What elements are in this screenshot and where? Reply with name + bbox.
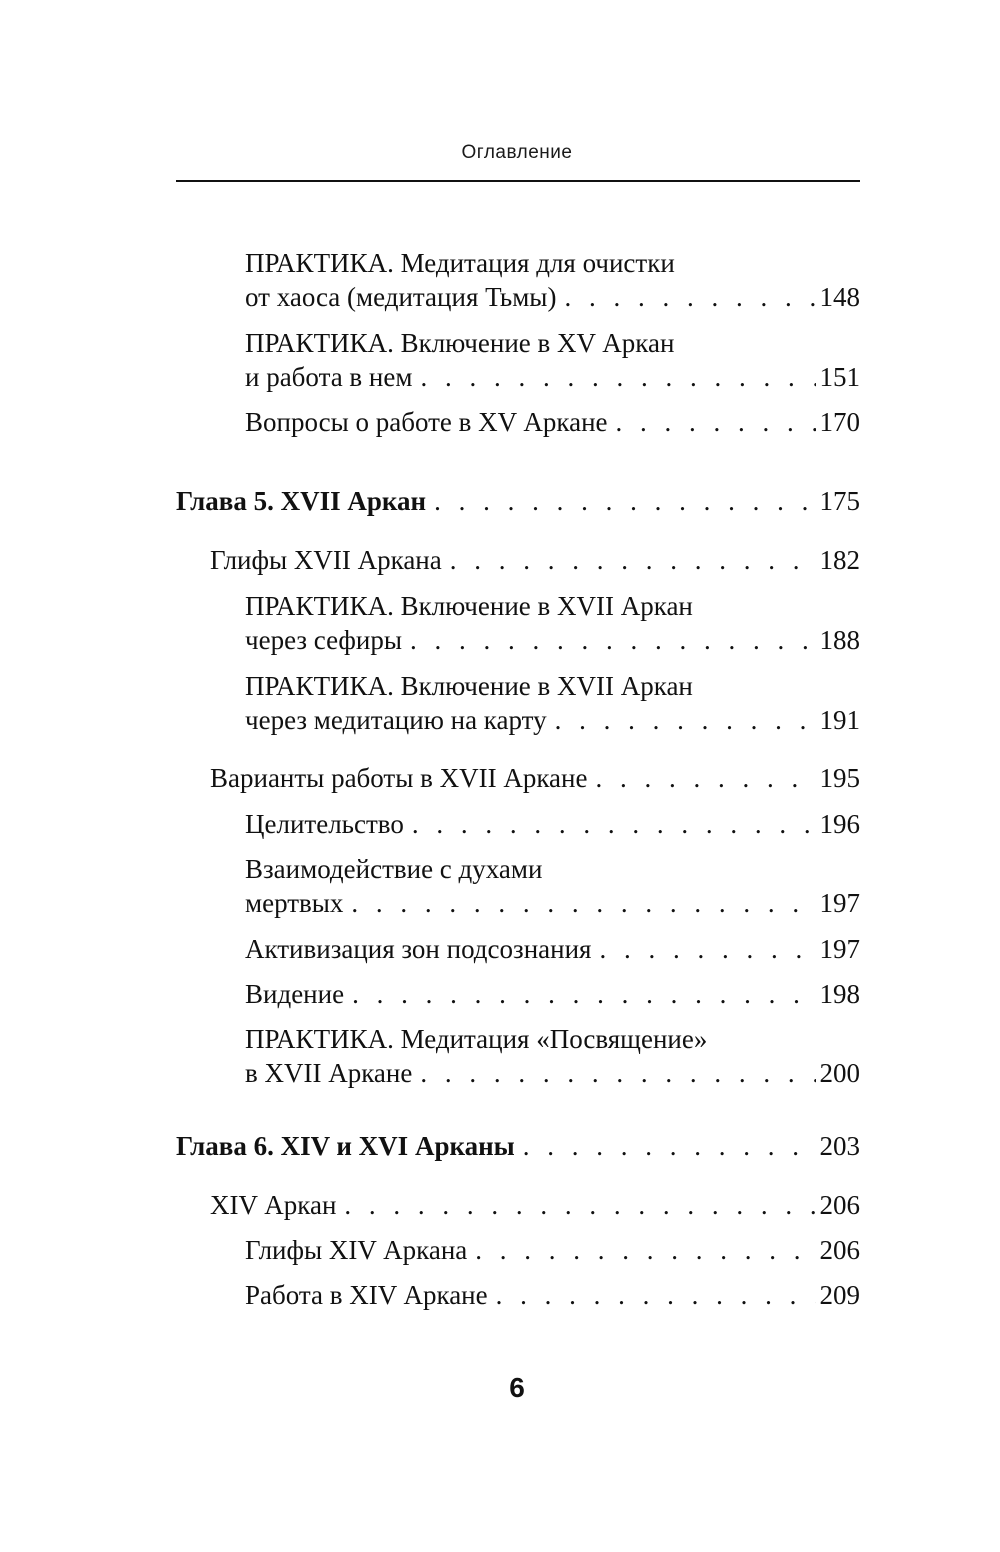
page-ref: 182	[819, 545, 860, 575]
page-ref: 188	[819, 625, 860, 655]
entry-title-line1: ПРАКТИКА. Включение в XV Аркан	[245, 328, 675, 358]
page-ref: 198	[819, 979, 860, 1009]
page-ref: 196	[819, 809, 860, 839]
page-ref: 203	[819, 1131, 860, 1161]
page-ref: 197	[819, 888, 860, 918]
dot-leader	[475, 1233, 815, 1267]
header-rule	[176, 180, 860, 182]
page-ref: 197	[819, 934, 860, 964]
page-ref: 206	[819, 1190, 860, 1220]
toc-entry-subconscious[interactable]	[245, 932, 860, 966]
entry-title-line1: ПРАКТИКА. Медитация «Посвящение»	[245, 1024, 708, 1054]
dot-leader	[450, 543, 816, 577]
toc-entry-work-variants-xvii[interactable]	[210, 761, 860, 795]
toc-entry-initiation[interactable]	[245, 1022, 860, 1090]
toc-entry-work-xiv[interactable]	[245, 1278, 860, 1312]
page-ref: 209	[819, 1280, 860, 1310]
toc-entry-enter-xvii-card[interactable]	[245, 669, 860, 737]
page-ref: 191	[819, 705, 860, 735]
dot-leader	[351, 886, 815, 920]
chapter-title: Глава 6. XIV и XVI Арканы	[176, 1131, 515, 1161]
dot-leader	[616, 405, 816, 439]
toc-chapter-6[interactable]	[176, 1129, 860, 1163]
page-ref: 170	[819, 407, 860, 437]
toc-entry-glyphs-xvii[interactable]	[210, 543, 860, 577]
toc-entry-meditation-chaos[interactable]	[245, 246, 860, 314]
entry-title: Активизация зон подсознания	[245, 934, 592, 964]
entry-title-line1: ПРАКТИКА. Медитация для очистки	[245, 248, 675, 278]
page-ref: 151	[819, 362, 860, 392]
dot-leader	[352, 977, 815, 1011]
entry-title-line2: в XVII Аркане	[245, 1058, 413, 1088]
entry-title: Целительство	[245, 809, 404, 839]
dot-leader	[555, 703, 816, 737]
page-ref: 148	[819, 282, 860, 312]
entry-title-line2: через сефиры	[245, 625, 403, 655]
entry-title-line1: ПРАКТИКА. Включение в XVII Аркан	[245, 591, 693, 621]
page-ref: 175	[819, 486, 860, 516]
toc-entry-xiv[interactable]	[210, 1188, 860, 1222]
entry-title: Глифы XVII Аркана	[210, 545, 442, 575]
entry-title-line1: Взаимодействие с духами	[245, 854, 543, 884]
entry-title: Видение	[245, 979, 345, 1009]
entry-title: XIV Аркан	[210, 1190, 337, 1220]
toc-entry-glyphs-xiv[interactable]	[245, 1233, 860, 1267]
dot-leader	[344, 1188, 815, 1222]
toc-entry-enter-xv[interactable]	[245, 326, 860, 394]
entry-title-line2: от хаоса (медитация Тьмы)	[245, 282, 557, 312]
toc-chapter-5[interactable]	[176, 484, 860, 518]
dot-leader	[496, 1278, 816, 1312]
dot-leader	[420, 360, 815, 394]
page-ref: 200	[819, 1058, 860, 1088]
dot-leader	[599, 932, 815, 966]
toc-entry-vision[interactable]	[245, 977, 860, 1011]
entry-title-line2: через медитацию на карту	[245, 705, 547, 735]
dot-leader	[412, 807, 816, 841]
entry-title-line2: мертвых	[245, 888, 344, 918]
entry-title: Варианты работы в XVII Аркане	[210, 763, 588, 793]
toc-entry-spirits[interactable]	[245, 852, 860, 920]
entry-title: Работа в XIV Аркане	[245, 1280, 488, 1310]
dot-leader	[595, 761, 815, 795]
entry-title-line2: и работа в нем	[245, 362, 413, 392]
toc-entry-questions-xv[interactable]	[245, 405, 860, 439]
page-ref: 195	[819, 763, 860, 793]
dot-leader	[434, 484, 815, 518]
page-number: 6	[509, 1372, 525, 1403]
toc-entry-enter-xvii-sefirot[interactable]	[245, 589, 860, 657]
entry-title: Глифы XIV Аркана	[245, 1235, 468, 1265]
entry-title-line1: ПРАКТИКА. Включение в XVII Аркан	[245, 671, 693, 701]
chapter-title: Глава 5. XVII Аркан	[176, 486, 427, 516]
dot-leader	[420, 1056, 815, 1090]
page-ref: 206	[819, 1235, 860, 1265]
dot-leader	[523, 1129, 816, 1163]
dot-leader	[564, 280, 815, 314]
entry-title: Вопросы о работе в XV Аркане	[245, 407, 608, 437]
running-title: Оглавление	[461, 142, 573, 163]
toc-entry-healing[interactable]	[245, 807, 860, 841]
dot-leader	[410, 623, 815, 657]
